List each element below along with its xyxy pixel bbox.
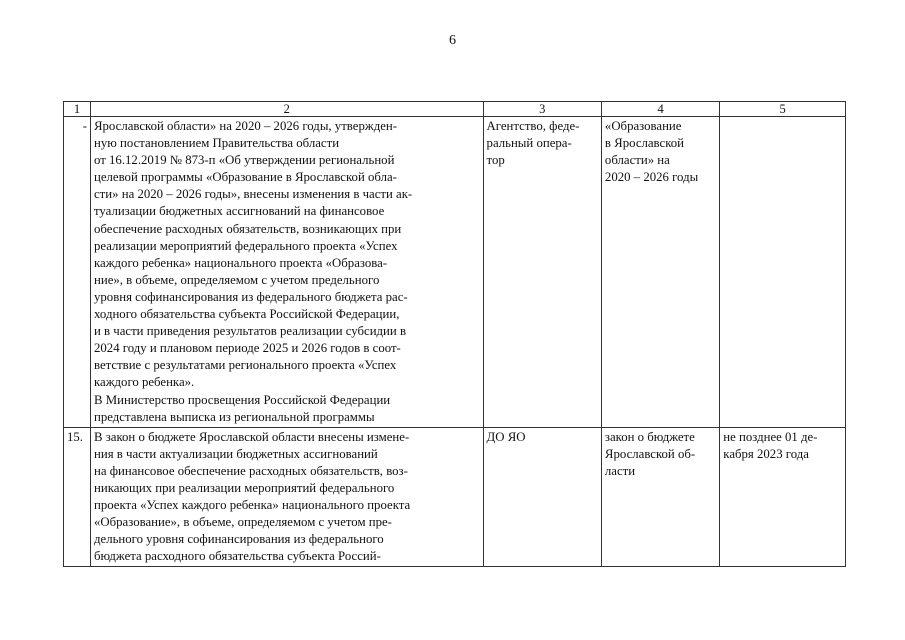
- text-line: от 16.12.2019 № 873-п «Об утверждении региональной: [94, 153, 395, 168]
- text-line: реализации мероприятий федерального проекта «Успех: [94, 238, 398, 253]
- column-header-2: 2: [91, 102, 484, 117]
- text-line: области» на: [604, 153, 670, 168]
- text-line: на финансовое обеспечение расходных обязательств, воз-: [94, 463, 408, 478]
- text-line: ние», в объеме, определяемом с учетом предельного: [94, 272, 380, 287]
- text-line: 2024 году и плановом периоде 2025 и 2026 годов в соот-: [94, 341, 401, 356]
- column-header-3: 3: [483, 102, 601, 117]
- text-line: сти» на 2020 – 2026 годы», внесены изменения в части ак-: [94, 187, 413, 202]
- measure-description-cell: [91, 117, 484, 428]
- column-header-4: 4: [601, 102, 719, 117]
- text-line: 2020 – 2026 годы: [604, 170, 699, 185]
- text-line: «Образование: [604, 119, 682, 133]
- text-line: ходного обязательства субъекта Российской Федерации,: [94, 307, 400, 322]
- text-line: Агентство, феде-: [486, 119, 580, 133]
- text-line: никающих при реализации мероприятий федерального: [94, 480, 395, 495]
- text-line: ДО ЯО: [486, 429, 526, 444]
- column-header-1: 1: [64, 102, 91, 117]
- text-line: целевой программы «Образование в Ярославской обла-: [94, 170, 397, 185]
- page-number: 6: [449, 33, 456, 48]
- text-line: не позднее 01 де-: [723, 429, 818, 444]
- text-line: ную постановлением Правительства области: [94, 136, 340, 151]
- text-line: ветствие с результатами регионального проекта «Успех: [94, 358, 397, 373]
- responsible-executor-cell: [483, 117, 601, 428]
- text-line: в Ярославской: [604, 136, 685, 151]
- table-header-row: [64, 102, 846, 117]
- deadline-cell: [720, 427, 846, 567]
- text-line: ральный опера-: [486, 136, 572, 151]
- text-line: проекта «Успех каждого ребенка» национального проекта: [94, 498, 411, 513]
- deadline-cell: [720, 117, 846, 428]
- text-line: дельного уровня софинансирования из федерального: [94, 532, 384, 547]
- text-line: Ярославской области» на 2020 – 2026 годы, утвержден-: [94, 119, 397, 133]
- text-line: каждого ребенка» национального проекта «Образова-: [94, 255, 388, 270]
- column-header-5: 5: [720, 102, 846, 117]
- text-line: кабря 2023 года: [723, 446, 809, 461]
- text-line: «Образование», в объеме, определяемом с учетом пре-: [94, 515, 392, 530]
- text-line: В закон о бюджете Ярославской области внесены измене-: [94, 429, 410, 444]
- table-row: [64, 427, 846, 567]
- measure-description-cell: [91, 427, 484, 567]
- document-cell: [601, 117, 719, 428]
- row-number: -: [64, 117, 91, 428]
- responsible-executor-cell: [483, 427, 601, 567]
- text-line: закон о бюджете: [604, 429, 695, 444]
- text-line: тор: [486, 153, 505, 168]
- text-line: обеспечение расходных обязательств, возникающих при: [94, 221, 402, 236]
- text-line: туализации бюджетных ассигнований на финансовое: [94, 204, 385, 219]
- document-cell: [601, 427, 719, 567]
- row-number: 15.: [64, 427, 91, 567]
- text-line: и в части приведения результатов реализации субсидии в: [94, 324, 406, 339]
- text-line: уровня софинансирования из федерального бюджета рас-: [94, 289, 408, 304]
- plan-table: [63, 101, 846, 567]
- text-line: ния в части актуализации бюджетных ассигнований: [94, 446, 378, 461]
- text-line: ласти: [604, 463, 636, 478]
- text-line: каждого ребенка».: [94, 375, 195, 390]
- table-row: [64, 117, 846, 428]
- text-line: бюджета расходного обязательства субъекта Россий-: [94, 549, 381, 564]
- text-line: В Министерство просвещения Российской Федерации: [94, 392, 391, 407]
- text-line: представлена выписка из региональной программы: [94, 409, 375, 424]
- text-line: Ярославской об-: [604, 446, 696, 461]
